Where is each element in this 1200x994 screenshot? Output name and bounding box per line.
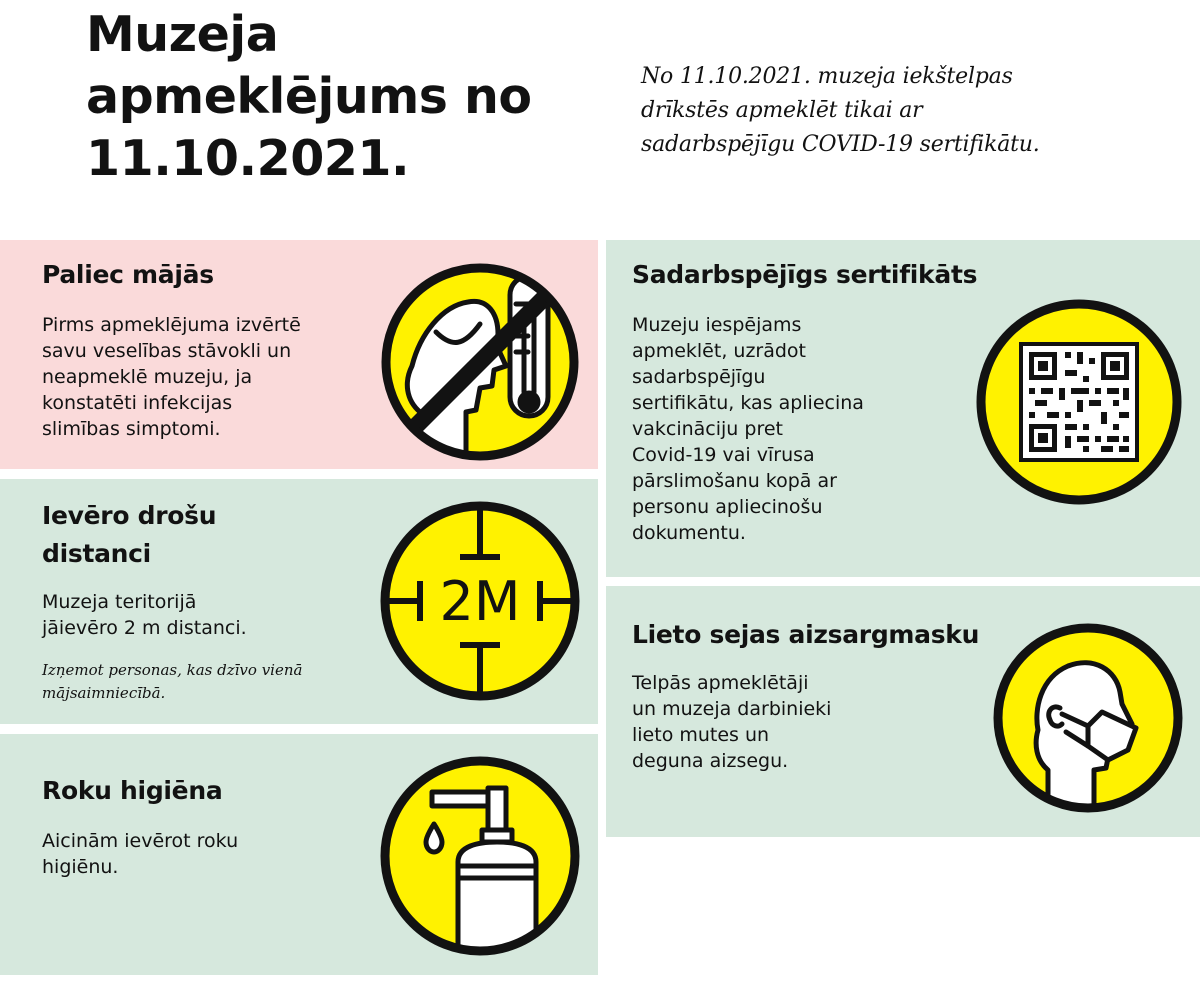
mask-panel <box>606 586 1200 837</box>
hygiene-panel <box>0 734 598 975</box>
intro-notice <box>641 60 1161 162</box>
intro-line: drīkstēs apmeklēt tikai ar <box>641 98 923 123</box>
page-title <box>86 4 566 190</box>
hygiene-title: Roku higiēna <box>42 776 223 805</box>
mask-text: Telpās apmeklētāji un muzeja darbinieki lieto mutes un deguna aizsegu. <box>632 672 832 772</box>
no-sick-person-thermometer-icon <box>380 262 580 462</box>
stay-home-title: Paliec mājās <box>42 260 214 289</box>
page-title-line: apmeklējums no <box>86 68 532 125</box>
certificate-text: Muzeju iespējams apmeklēt, uzrādot sadarbspējīgu sertifikātu, kas apliecina vakcināciju pret Covid-19 vai vīrusa pārslimošanu kopā ar personu apliecinošu dokumentu. <box>632 314 864 544</box>
sanitizer-dispenser-icon <box>378 754 582 958</box>
distance-note: Izņemot personas, kas dzīvo vienā mājsaimniecībā. <box>42 661 303 702</box>
intro-line: No 11.10.2021. muzeja iekštelpas <box>641 64 1013 89</box>
stay-home-text: Pirms apmeklējuma izvērtē savu veselības stāvokli un neapmeklē muzeju, ja konstatēti infekcijas slimības simptomi. <box>42 314 301 440</box>
distance-panel <box>0 479 598 724</box>
page-title-line: Muzeja <box>86 6 279 63</box>
qr-code-icon <box>973 296 1185 508</box>
intro-line: sadarbspējīgu COVID-19 sertifikātu. <box>641 132 1040 157</box>
certificate-panel <box>606 240 1200 577</box>
distance-text: Muzeja teritorijā jāievēro 2 m distanci. <box>42 591 247 639</box>
mask-title: Lieto sejas aizsargmasku <box>632 620 980 649</box>
face-mask-icon <box>990 620 1186 816</box>
distance-2m-icon <box>378 499 582 703</box>
distance-title: Ievēro drošu distanci <box>42 501 217 568</box>
certificate-title: Sadarbspējīgs sertifikāts <box>632 260 978 289</box>
stay-home-panel <box>0 240 598 469</box>
page-title-line: 11.10.2021. <box>86 130 410 187</box>
hygiene-text: Aicinām ievērot roku higiēnu. <box>42 830 239 878</box>
distance-2m-label: 2M <box>439 570 521 633</box>
